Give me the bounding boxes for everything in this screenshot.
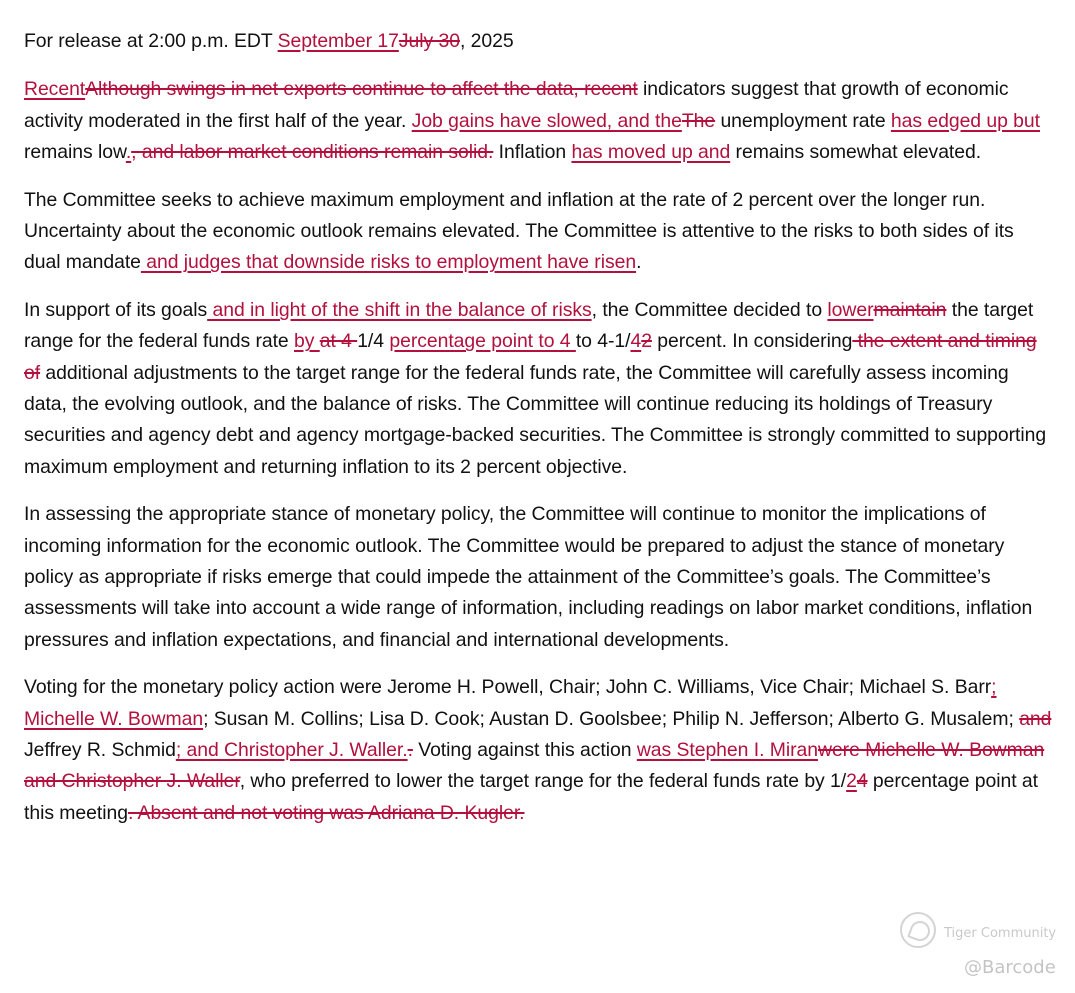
- deleted-text: The: [681, 109, 716, 132]
- inserted-text: Recent: [24, 78, 86, 101]
- paragraph-policy-stance: [24, 499, 1054, 655]
- fomc-statement-document: [24, 26, 1054, 845]
- deleted-text: Although swings in net exports continue to affect the data, recent: [85, 78, 638, 101]
- text-segment: percentage point at this meeting: [24, 770, 1039, 824]
- text-segment: , the Committee decided to: [591, 299, 828, 322]
- watermark-brand: Tiger Community: [944, 926, 1057, 941]
- inserted-text: and judges that downside risks to employment have risen: [140, 251, 637, 274]
- text-segment: Jeffrey R. Schmid: [24, 738, 176, 761]
- watermark-handle: @Barcode: [964, 957, 1056, 978]
- text-segment: The Committee seeks to achieve maximum employment and inflation at the rate of 2 percent over the longer run. Uncertainty about the economic outlook remains elevated. The Committee is attentive to the risks to both sides of its dual mandate: [24, 188, 1014, 274]
- deleted-text: were Michelle W. Bowman and Christopher J. Waller: [24, 738, 1045, 793]
- text-segment: In assessing the appropriate stance of monetary policy, the Committee will continue to monitor the implications of incoming information for the economic outlook. The Committee would be prepared to adjust the stance of monetary policy as appropriate if risks emerge that could impede the attainment of the Committee’s goals. The Committee’s assessments will take into account a wide range of information, including readings on labor market conditions, inflation pressures and inflation expectations, and financial and international developments.: [24, 503, 1033, 651]
- deleted-text: . Absent and not voting was Adriana D. Kugler.: [127, 801, 525, 824]
- text-segment: , who preferred to lower the target range for the federal funds rate by 1/: [239, 770, 847, 793]
- deleted-text: maintain: [873, 299, 947, 322]
- paragraph-economic-activity: [24, 74, 1054, 168]
- deleted-text: , and labor market conditions remain solid.: [131, 140, 494, 163]
- inserted-text: 4: [630, 330, 642, 353]
- inserted-text: and in light of the shift in the balance of risks: [207, 299, 592, 322]
- text-segment: Voting for the monetary policy action were Jerome H. Powell, Chair; John C. Williams, Vice Chair; Michael S. Barr: [24, 676, 992, 699]
- inserted-text: September 17: [277, 30, 399, 52]
- text-segment: additional adjustments to the target range for the federal funds rate, the Committee will carefully assess incoming data, the evolving outlook, and the balance of risks. The Committee will continue reducing its holdings of Treasury securities and agency debt and agency mortgage-backed securities. The Committee is strongly committed to supporting maximum employment and returning inflation to its 2 percent objective.: [24, 361, 1047, 478]
- text-segment: Inflation: [493, 140, 572, 163]
- inserted-text: .: [125, 140, 132, 163]
- deleted-text: 2: [641, 330, 652, 353]
- inserted-text: by: [294, 330, 320, 353]
- inserted-text: Job gains have slowed, and the: [411, 109, 682, 132]
- deleted-text: 4: [856, 770, 868, 793]
- text-segment: , 2025: [459, 30, 514, 52]
- deleted-text: July 30: [398, 30, 460, 52]
- deleted-text: the extent and timing of: [24, 330, 1037, 384]
- inserted-text: ; and Christopher J. Waller.: [175, 738, 408, 761]
- text-segment: In support of its goals: [24, 299, 208, 322]
- inserted-text: 2: [846, 770, 857, 793]
- text-segment: percent. In considering: [651, 330, 853, 353]
- deleted-text: and: [1019, 707, 1052, 730]
- text-segment: to 4-1/: [575, 330, 631, 353]
- inserted-text: was Stephen I. Miran: [636, 738, 818, 761]
- text-segment: remains low: [24, 140, 126, 163]
- release-line: [24, 26, 1054, 57]
- inserted-text: lower: [827, 299, 874, 322]
- text-segment: For release at 2:00 p.m. EDT: [24, 30, 278, 52]
- text-segment: remains somewhat elevated.: [730, 140, 982, 163]
- text-segment: the target range for the federal funds rate: [24, 299, 1034, 353]
- paragraph-committee-goals: [24, 185, 1054, 279]
- text-segment: indicators suggest that growth of economic activity moderated in the first half of the year.: [24, 78, 1009, 132]
- tiger-community-logo-icon: [900, 912, 936, 948]
- text-segment: .: [636, 251, 642, 274]
- text-segment: unemployment rate: [715, 109, 891, 132]
- text-segment: ; Susan M. Collins; Lisa D. Cook; Austan D. Goolsbee; Philip N. Jefferson; Alberto G. Musalem;: [203, 707, 1020, 730]
- text-segment: 1/4: [357, 330, 390, 353]
- inserted-text: has moved up and: [571, 140, 731, 163]
- deleted-text: at 4: [319, 330, 358, 353]
- paragraph-voting: [24, 672, 1054, 828]
- inserted-text: percentage point to 4: [389, 330, 576, 353]
- inserted-text: has edged up but: [890, 109, 1040, 132]
- text-segment: Voting against this action: [412, 738, 637, 761]
- paragraph-policy-decision: [24, 295, 1054, 483]
- inserted-text: ; Michelle W. Bowman: [24, 676, 997, 730]
- deleted-text: .: [407, 738, 413, 761]
